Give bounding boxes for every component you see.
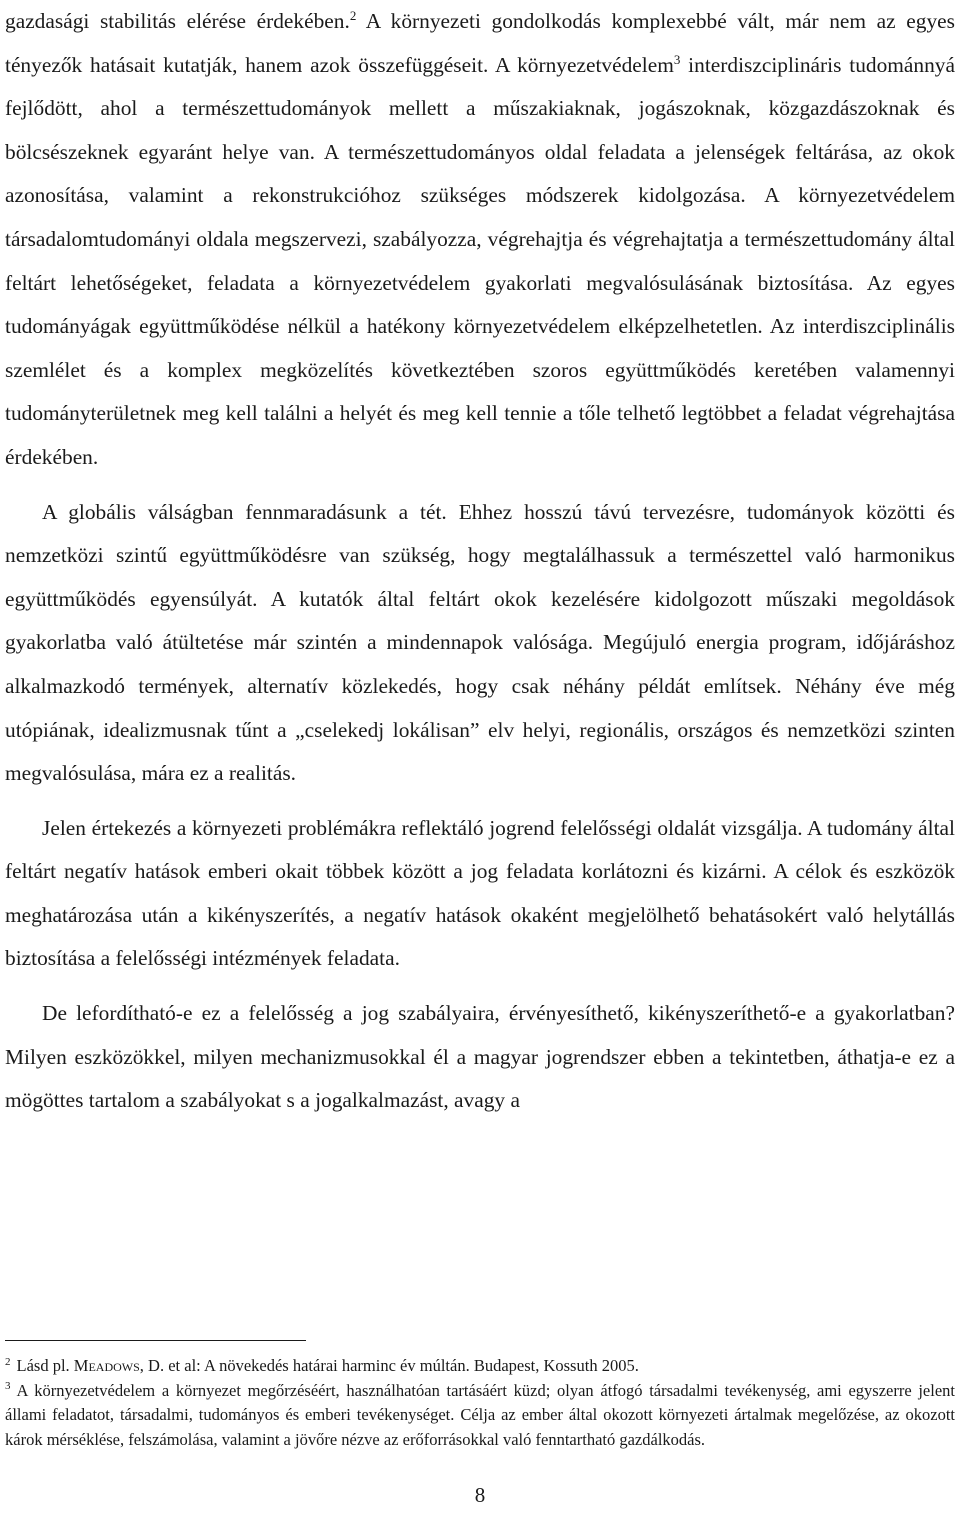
page-number: 8 <box>474 1483 486 1507</box>
footnote-ref-2[interactable]: 2 <box>349 7 357 23</box>
paragraph-3: Jelen értekezés a környezeti problémákra reflektáló jogrend felelősségi oldalát vizsgálja. A tudomány által feltárt negatív hatások emberi okait többek között a jog feladata korlátozni és kizárni. A célok és eszközök meghatározása után a kikényszerítés, a negatív hatások okaként megjelölhető behatásokért való helytállás biztosítása a felelősségi intézmények feladata. <box>5 815 955 971</box>
paragraph-1-part-c: interdiszciplináris tudománnyá fejlődött, ahol a természettudományok mellett a műszakiaknak, jogászoknak, közgazdászoknak és bölcsészeknek egyaránt helye van. A természettudományos oldal feladata a jelenségek feltárása, az okok azonosítása, valamint a rekonstrukcióhoz szükséges módszerek kidolgozása. A környezetvédelem társadalomtudományi oldala megszervezi, szabályozza, végrehajtja és végrehajtatja a természettudomány által feltárt lehetőségeket, feladata a környezetvédelem gyakorlati megvalósulásának biztosítása. Az egyes tudományágak együttműködése nélkül a hatékony környezetvédelem elképzelhetetlen. Az interdiszciplinális szemlélet és a komplex megközelítés következtében szoros együttműködés keretében valamennyi tudományterületnek meg kell találni a helyét és meg kell tennie a tőle telhető legtöbbet a feladat végrehajtása érdekében. <box>5 52 955 469</box>
footnote-ref-3[interactable]: 3 <box>673 51 681 67</box>
paragraph-4: De lefordítható-e ez a felelősség a jog szabályaira, érvényesíthető, kikényszeríthető-e a gyakorlatban? Milyen eszközökkel, milyen mechanizmusokkal él a magyar jogrendszer ebben a tekintetben, áthatja-e ez a mögöttes tartalom a szabályokat s a jogalkalmazást, avagy a <box>5 1001 955 1113</box>
footnotes-section <box>5 1354 955 1452</box>
footnote-3-text: A környezetvédelem a környezet megőrzéséért, használhatóan tartásáért küzd; olyan átfogó társadalmi tevékenység, ami egyszerre jelent állami feladatot, társadalmi, tudományos és emberi tevékenységet. Célja az ember által okozott környezeti ártalmak megelőzése, az okozott károk mérséklése, felszámolása, valamint a jövőre nézve az erőforrásokkal való fenntartható gazdálkodás. <box>5 1380 955 1449</box>
footnote-marker-2: 2 <box>5 1355 11 1368</box>
footnote-2 <box>5 1354 955 1379</box>
paragraph-1-part-a: gazdasági stabilitás elérése érdekében. <box>5 9 350 33</box>
footnote-2-prefix: Lásd pl. <box>16 1356 74 1375</box>
paragraph-1-part-b: A környezeti gondolkodás komplexebbé vált, már nem az egyes tényezők hatásait kutatják, hanem azok összefüggéseit. A környezetvédelem <box>5 9 955 77</box>
paragraph-1 <box>5 0 955 480</box>
footnote-2-rest: , D. et al: A növekedés határai harminc év múltán. Budapest, Kossuth 2005. <box>139 1356 639 1375</box>
footnote-separator <box>5 1340 306 1341</box>
document-page <box>5 0 955 1123</box>
footnote-3 <box>5 1379 955 1453</box>
footnote-2-author: Meadows <box>73 1356 140 1375</box>
footnote-marker-3: 3 <box>5 1380 11 1392</box>
paragraph-2: A globális válságban fennmaradásunk a tét. Ehhez hosszú távú tervezésre, tudományok közötti és nemzetközi szintű együttműködésre van szükség, hogy megtalálhassuk a természettel való harmonikus együttműködés egyensúlyát. A kutatók által feltárt okok kezelésére kidolgozott műszaki megoldások gyakorlatba való átültetése már szintén a mindennapok valósága. Megújuló energia program, időjáráshoz alkalmazkodó termények, alternatív közlekedés, hogy csak néhány példát említsek. Néhány éve még utópiának, idealizmusnak tűnt a „cselekedj lokálisan” elv helyi, regionális, országos és nemzetközi szinten megvalósulása, mára ez a realitás. <box>5 499 955 786</box>
